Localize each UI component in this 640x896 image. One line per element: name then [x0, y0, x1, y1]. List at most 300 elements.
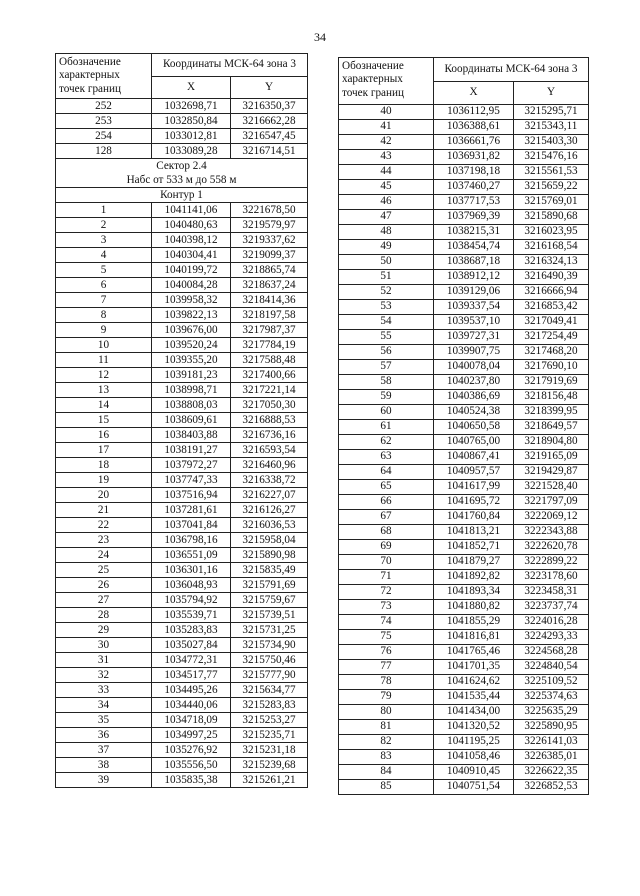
table-row [339, 390, 589, 405]
point-number-cell: 13 [56, 383, 152, 398]
table-row [339, 420, 589, 435]
y-coordinate-cell: 3215634,77 [231, 683, 308, 698]
y-header: Y [231, 76, 308, 99]
x-coordinate-cell: 1032698,71 [152, 99, 231, 114]
point-number-cell: 15 [56, 413, 152, 428]
table-row [339, 585, 589, 600]
table-row [56, 773, 308, 788]
table-row [339, 660, 589, 675]
x-coordinate-cell: 1040084,28 [152, 278, 231, 293]
point-number-cell: 63 [339, 450, 434, 465]
point-label-header: Обозначение характерных точек границ [339, 58, 434, 105]
point-number-cell: 10 [56, 338, 152, 353]
table-row [339, 525, 589, 540]
x-coordinate-cell: 1035539,71 [152, 608, 231, 623]
x-coordinate-cell: 1041892,82 [434, 570, 514, 585]
x-header: X [152, 76, 231, 99]
y-coordinate-cell: 3224568,28 [514, 645, 589, 660]
point-number-cell: 21 [56, 503, 152, 518]
table-row [56, 713, 308, 728]
x-coordinate-cell: 1040957,57 [434, 465, 514, 480]
y-coordinate-cell: 3215739,51 [231, 608, 308, 623]
point-number-cell: 2 [56, 218, 152, 233]
point-number-cell: 83 [339, 750, 434, 765]
point-number-cell: 22 [56, 518, 152, 533]
table-row [339, 720, 589, 735]
x-coordinate-cell: 1039958,32 [152, 293, 231, 308]
y-coordinate-cell: 3221797,09 [514, 495, 589, 510]
table-row [339, 165, 589, 180]
table-row [339, 555, 589, 570]
point-number-cell: 9 [56, 323, 152, 338]
x-coordinate-cell: 1038998,71 [152, 383, 231, 398]
table-row [339, 510, 589, 525]
x-coordinate-cell: 1038454,74 [434, 240, 514, 255]
point-number-cell: 55 [339, 330, 434, 345]
x-coordinate-cell: 1041880,82 [434, 600, 514, 615]
x-coordinate-cell: 1040398,12 [152, 233, 231, 248]
point-number-cell: 68 [339, 525, 434, 540]
point-number-cell: 77 [339, 660, 434, 675]
point-number-cell: 73 [339, 600, 434, 615]
y-coordinate-cell: 3216490,39 [514, 270, 589, 285]
x-coordinate-cell: 1037717,53 [434, 195, 514, 210]
table-row [56, 233, 308, 248]
y-coordinate-cell: 3215958,04 [231, 533, 308, 548]
y-coordinate-cell: 3215283,83 [231, 698, 308, 713]
y-coordinate-cell: 3217987,37 [231, 323, 308, 338]
point-label-header: Обозначение характерных точек границ [56, 54, 152, 99]
y-coordinate-cell: 3225374,63 [514, 690, 589, 705]
table-row [56, 144, 308, 159]
point-number-cell: 44 [339, 165, 434, 180]
point-number-cell: 252 [56, 99, 152, 114]
table-row [339, 135, 589, 150]
y-coordinate-cell: 3216666,94 [514, 285, 589, 300]
point-number-cell: 1 [56, 203, 152, 218]
point-number-cell: 27 [56, 593, 152, 608]
point-number-cell: 253 [56, 114, 152, 129]
point-number-cell: 34 [56, 698, 152, 713]
y-coordinate-cell: 3216168,54 [514, 240, 589, 255]
y-coordinate-cell: 3217690,10 [514, 360, 589, 375]
table-row [56, 383, 308, 398]
point-number-cell: 72 [339, 585, 434, 600]
point-number-cell: 54 [339, 315, 434, 330]
point-number-cell: 29 [56, 623, 152, 638]
y-coordinate-cell: 3226852,53 [514, 780, 589, 795]
x-coordinate-cell: 1038687,18 [434, 255, 514, 270]
table-row [339, 375, 589, 390]
point-number-cell: 45 [339, 180, 434, 195]
table-row [56, 353, 308, 368]
x-coordinate-cell: 1035556,50 [152, 758, 231, 773]
y-coordinate-cell: 3215835,49 [231, 563, 308, 578]
y-coordinate-cell: 3226622,35 [514, 765, 589, 780]
y-coordinate-cell: 3224840,54 [514, 660, 589, 675]
y-coordinate-cell: 3216338,72 [231, 473, 308, 488]
table-row [339, 765, 589, 780]
table-row [339, 495, 589, 510]
x-coordinate-cell: 1033012,81 [152, 129, 231, 144]
y-coordinate-cell: 3221528,40 [514, 480, 589, 495]
x-coordinate-cell: 1037747,33 [152, 473, 231, 488]
y-coordinate-cell: 3219165,09 [514, 450, 589, 465]
point-number-cell: 32 [56, 668, 152, 683]
x-coordinate-cell: 1040910,45 [434, 765, 514, 780]
point-number-cell: 71 [339, 570, 434, 585]
table-row [56, 308, 308, 323]
table-row [56, 743, 308, 758]
table-row [56, 443, 308, 458]
y-coordinate-cell: 3218197,58 [231, 308, 308, 323]
table-row [56, 114, 308, 129]
x-coordinate-cell: 1038808,03 [152, 398, 231, 413]
point-number-cell: 65 [339, 480, 434, 495]
table-row [339, 270, 589, 285]
sector-height: Набс от 533 м до 558 м [126, 174, 237, 187]
x-coordinate-cell: 1041879,27 [434, 555, 514, 570]
table-row [56, 413, 308, 428]
point-number-cell: 31 [56, 653, 152, 668]
table-row [339, 705, 589, 720]
point-number-cell: 40 [339, 105, 434, 120]
y-coordinate-cell: 3216888,53 [231, 413, 308, 428]
y-coordinate-cell: 3216662,28 [231, 114, 308, 129]
x-coordinate-cell: 1041855,29 [434, 615, 514, 630]
table-row [339, 405, 589, 420]
table-row [56, 278, 308, 293]
y-coordinate-cell: 3219579,97 [231, 218, 308, 233]
x-coordinate-cell: 1034440,06 [152, 698, 231, 713]
y-coordinate-cell: 3222343,88 [514, 525, 589, 540]
point-number-cell: 39 [56, 773, 152, 788]
point-number-cell: 128 [56, 144, 152, 159]
y-coordinate-cell: 3215253,27 [231, 713, 308, 728]
point-number-cell: 57 [339, 360, 434, 375]
table-row [56, 473, 308, 488]
y-coordinate-cell: 3223737,74 [514, 600, 589, 615]
y-coordinate-cell: 3215777,90 [231, 668, 308, 683]
table-row [339, 675, 589, 690]
table-row [56, 428, 308, 443]
point-number-cell: 50 [339, 255, 434, 270]
point-number-cell: 12 [56, 368, 152, 383]
y-coordinate-cell: 3215890,98 [231, 548, 308, 563]
table-row [56, 503, 308, 518]
table-row [339, 225, 589, 240]
point-number-cell: 36 [56, 728, 152, 743]
point-number-cell: 18 [56, 458, 152, 473]
y-coordinate-cell: 3216736,16 [231, 428, 308, 443]
table-row [339, 435, 589, 450]
x-coordinate-cell: 1037516,94 [152, 488, 231, 503]
x-coordinate-cell: 1037969,39 [434, 210, 514, 225]
x-coordinate-cell: 1040199,72 [152, 263, 231, 278]
y-coordinate-cell: 3222069,12 [514, 510, 589, 525]
y-coordinate-cell: 3216036,53 [231, 518, 308, 533]
point-number-cell: 60 [339, 405, 434, 420]
y-coordinate-cell: 3219099,37 [231, 248, 308, 263]
y-coordinate-cell: 3215731,25 [231, 623, 308, 638]
x-coordinate-cell: 1037460,27 [434, 180, 514, 195]
y-coordinate-cell: 3215261,21 [231, 773, 308, 788]
table-row [339, 690, 589, 705]
y-coordinate-cell: 3216227,07 [231, 488, 308, 503]
point-number-cell: 3 [56, 233, 152, 248]
x-coordinate-cell: 1041058,46 [434, 750, 514, 765]
point-number-cell: 67 [339, 510, 434, 525]
x-coordinate-cell: 1039520,24 [152, 338, 231, 353]
y-coordinate-cell: 3225635,29 [514, 705, 589, 720]
table-row [56, 488, 308, 503]
x-coordinate-cell: 1041893,34 [434, 585, 514, 600]
table-row [339, 180, 589, 195]
y-coordinate-cell: 3215759,67 [231, 593, 308, 608]
x-coordinate-cell: 1041141,06 [152, 203, 231, 218]
y-coordinate-cell: 3222899,22 [514, 555, 589, 570]
point-number-cell: 43 [339, 150, 434, 165]
table-row [56, 608, 308, 623]
point-number-cell: 82 [339, 735, 434, 750]
x-coordinate-cell: 1040650,58 [434, 420, 514, 435]
x-coordinate-cell: 1038912,12 [434, 270, 514, 285]
point-number-cell: 62 [339, 435, 434, 450]
point-number-cell: 74 [339, 615, 434, 630]
point-number-cell: 49 [339, 240, 434, 255]
table-row [339, 105, 589, 120]
table-row [56, 653, 308, 668]
x-coordinate-cell: 1036661,76 [434, 135, 514, 150]
x-coordinate-cell: 1039129,06 [434, 285, 514, 300]
y-coordinate-cell: 3217049,41 [514, 315, 589, 330]
point-number-cell: 23 [56, 533, 152, 548]
table-row [56, 129, 308, 144]
x-coordinate-cell: 1041535,44 [434, 690, 514, 705]
table-row [56, 638, 308, 653]
y-coordinate-cell: 3215239,68 [231, 758, 308, 773]
table-row [339, 540, 589, 555]
x-coordinate-cell: 1039337,54 [434, 300, 514, 315]
y-coordinate-cell: 3215791,69 [231, 578, 308, 593]
y-coordinate-cell: 3216547,45 [231, 129, 308, 144]
y-coordinate-cell: 3217784,19 [231, 338, 308, 353]
x-coordinate-cell: 1039907,75 [434, 345, 514, 360]
x-coordinate-cell: 1041617,99 [434, 480, 514, 495]
point-number-cell: 19 [56, 473, 152, 488]
coordinates-header: Координаты МСК-64 зона 3 [434, 58, 589, 82]
table-row [56, 248, 308, 263]
table-row [56, 758, 308, 773]
point-number-cell: 51 [339, 270, 434, 285]
table-row [339, 450, 589, 465]
x-coordinate-cell: 1034997,25 [152, 728, 231, 743]
point-number-cell: 80 [339, 705, 434, 720]
left-rows [56, 203, 308, 788]
point-number-cell: 75 [339, 630, 434, 645]
point-number-cell: 30 [56, 638, 152, 653]
y-coordinate-cell: 3216593,54 [231, 443, 308, 458]
y-coordinate-cell: 3215750,46 [231, 653, 308, 668]
table-row [56, 563, 308, 578]
table-row [56, 458, 308, 473]
sector-block [56, 159, 308, 203]
y-coordinate-cell: 3218414,36 [231, 293, 308, 308]
point-number-cell: 26 [56, 578, 152, 593]
table-row [339, 330, 589, 345]
y-coordinate-cell: 3215476,16 [514, 150, 589, 165]
x-coordinate-cell: 1041624,62 [434, 675, 514, 690]
x-coordinate-cell: 1036301,16 [152, 563, 231, 578]
y-coordinate-cell: 3215769,01 [514, 195, 589, 210]
table-row [339, 750, 589, 765]
x-coordinate-cell: 1036798,16 [152, 533, 231, 548]
table-row [339, 570, 589, 585]
point-number-cell: 59 [339, 390, 434, 405]
point-number-cell: 78 [339, 675, 434, 690]
y-coordinate-cell: 3215231,18 [231, 743, 308, 758]
x-coordinate-cell: 1041701,35 [434, 660, 514, 675]
x-coordinate-cell: 1040867,41 [434, 450, 514, 465]
point-number-cell: 14 [56, 398, 152, 413]
y-coordinate-cell: 3217221,14 [231, 383, 308, 398]
x-coordinate-cell: 1033089,28 [152, 144, 231, 159]
table-row [339, 195, 589, 210]
x-coordinate-cell: 1040078,04 [434, 360, 514, 375]
x-coordinate-cell: 1040304,41 [152, 248, 231, 263]
table-row [56, 518, 308, 533]
table-row [339, 600, 589, 615]
point-number-cell: 4 [56, 248, 152, 263]
x-coordinate-cell: 1041813,21 [434, 525, 514, 540]
table-row [56, 683, 308, 698]
coordinates-table-left [55, 53, 308, 788]
y-coordinate-cell: 3216460,96 [231, 458, 308, 473]
point-number-cell: 16 [56, 428, 152, 443]
point-number-cell: 48 [339, 225, 434, 240]
x-coordinate-cell: 1032850,84 [152, 114, 231, 129]
x-coordinate-cell: 1041320,52 [434, 720, 514, 735]
point-number-cell: 6 [56, 278, 152, 293]
point-number-cell: 17 [56, 443, 152, 458]
y-coordinate-cell: 3215295,71 [514, 105, 589, 120]
table-row [56, 728, 308, 743]
table-row [56, 578, 308, 593]
x-coordinate-cell: 1039181,23 [152, 368, 231, 383]
point-number-cell: 79 [339, 690, 434, 705]
table-row [339, 360, 589, 375]
table-row [339, 315, 589, 330]
y-coordinate-cell: 3217919,69 [514, 375, 589, 390]
x-coordinate-cell: 1037972,27 [152, 458, 231, 473]
y-coordinate-cell: 3215343,11 [514, 120, 589, 135]
y-coordinate-cell: 3219337,62 [231, 233, 308, 248]
table-row [56, 263, 308, 278]
coordinates-header: Координаты МСК-64 зона 3 [152, 54, 308, 77]
y-coordinate-cell: 3226385,01 [514, 750, 589, 765]
point-number-cell: 84 [339, 765, 434, 780]
x-coordinate-cell: 1041765,46 [434, 645, 514, 660]
point-number-cell: 46 [339, 195, 434, 210]
y-coordinate-cell: 3218399,95 [514, 405, 589, 420]
table-row [56, 668, 308, 683]
x-coordinate-cell: 1034517,77 [152, 668, 231, 683]
y-coordinate-cell: 3216350,37 [231, 99, 308, 114]
x-coordinate-cell: 1038609,61 [152, 413, 231, 428]
point-number-cell: 47 [339, 210, 434, 225]
x-coordinate-cell: 1039727,31 [434, 330, 514, 345]
x-coordinate-cell: 1040237,80 [434, 375, 514, 390]
x-coordinate-cell: 1034772,31 [152, 653, 231, 668]
x-coordinate-cell: 1041434,00 [434, 705, 514, 720]
point-number-cell: 69 [339, 540, 434, 555]
x-coordinate-cell: 1041852,71 [434, 540, 514, 555]
x-coordinate-cell: 1039537,10 [434, 315, 514, 330]
y-coordinate-cell: 3222620,78 [514, 540, 589, 555]
page-number: 34 [314, 30, 326, 44]
point-number-cell: 254 [56, 129, 152, 144]
sector-name: Сектор 2.4 [156, 160, 207, 173]
table-row [339, 615, 589, 630]
y-coordinate-cell: 3218637,24 [231, 278, 308, 293]
table-row [56, 203, 308, 218]
x-coordinate-cell: 1041195,25 [434, 735, 514, 750]
y-header: Y [514, 81, 589, 105]
y-coordinate-cell: 3215403,30 [514, 135, 589, 150]
table-row [56, 368, 308, 383]
point-number-cell: 85 [339, 780, 434, 795]
point-number-cell: 24 [56, 548, 152, 563]
x-coordinate-cell: 1040524,38 [434, 405, 514, 420]
x-coordinate-cell: 1038191,27 [152, 443, 231, 458]
y-coordinate-cell: 3225109,52 [514, 675, 589, 690]
y-coordinate-cell: 3218156,48 [514, 390, 589, 405]
sector-heading [56, 159, 308, 188]
x-coordinate-cell: 1035835,38 [152, 773, 231, 788]
x-coordinate-cell: 1037198,18 [434, 165, 514, 180]
y-coordinate-cell: 3216853,42 [514, 300, 589, 315]
point-number-cell: 52 [339, 285, 434, 300]
x-coordinate-cell: 1034495,26 [152, 683, 231, 698]
point-number-cell: 37 [56, 743, 152, 758]
table-row [56, 323, 308, 338]
x-coordinate-cell: 1036048,93 [152, 578, 231, 593]
y-coordinate-cell: 3217400,66 [231, 368, 308, 383]
x-coordinate-cell: 1036388,61 [434, 120, 514, 135]
x-coordinate-cell: 1035283,83 [152, 623, 231, 638]
point-number-cell: 61 [339, 420, 434, 435]
point-number-cell: 76 [339, 645, 434, 660]
x-coordinate-cell: 1035027,84 [152, 638, 231, 653]
table-row [339, 300, 589, 315]
table-row [339, 150, 589, 165]
table-row [339, 285, 589, 300]
point-number-cell: 56 [339, 345, 434, 360]
x-coordinate-cell: 1039355,20 [152, 353, 231, 368]
coordinates-table-right [338, 57, 589, 795]
x-coordinate-cell: 1039822,13 [152, 308, 231, 323]
table-row [56, 338, 308, 353]
x-coordinate-cell: 1038215,31 [434, 225, 514, 240]
table-row [56, 218, 308, 233]
y-coordinate-cell: 3215890,68 [514, 210, 589, 225]
y-coordinate-cell: 3216023,95 [514, 225, 589, 240]
table-row [56, 593, 308, 608]
y-coordinate-cell: 3218904,80 [514, 435, 589, 450]
y-coordinate-cell: 3216126,27 [231, 503, 308, 518]
y-coordinate-cell: 3215659,22 [514, 180, 589, 195]
x-coordinate-cell: 1040480,63 [152, 218, 231, 233]
